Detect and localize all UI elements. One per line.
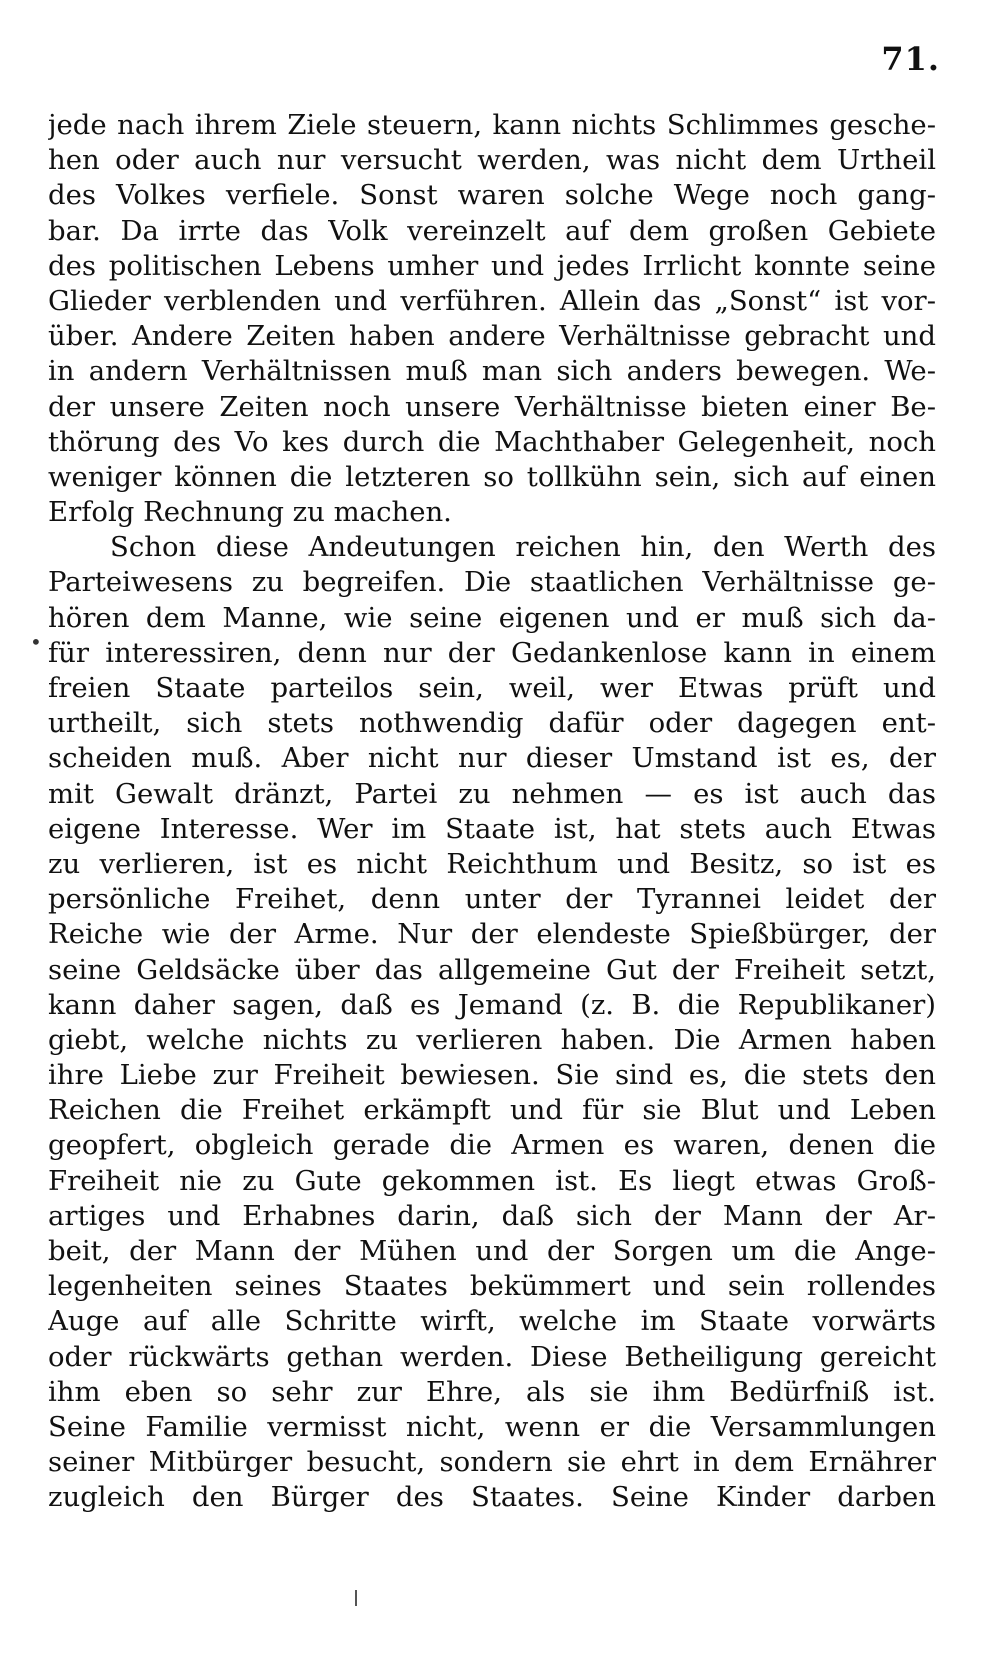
text-line: in andern Verhältnissen muß man sich anders bewegen. We- bbox=[48, 355, 936, 388]
text-line: geopfert, obgleich gerade die Armen es waren, denen die bbox=[48, 1129, 936, 1162]
text-line: Reichen die Freihet erkämpft und für sie Blut und Leben bbox=[48, 1094, 936, 1127]
text-line: kann daher sagen, daß es Jemand (z. B. die Republikaner) bbox=[48, 988, 936, 1021]
text-line: für interessiren, denn nur der Gedankenlose kann in einem bbox=[48, 636, 936, 669]
text-line: mit Gewalt dränzt, Partei zu nehmen — es ist auch das bbox=[48, 777, 936, 810]
text-line: persönliche Freihet, denn unter der Tyrannei leidet der bbox=[48, 883, 936, 916]
text-line: weniger können die letzteren so tollkühn sein, sich auf einen bbox=[48, 460, 936, 493]
text-line: thörung des Vo kes durch die Machthaber Gelegenheit, noch bbox=[48, 425, 936, 458]
text-line: artiges und Erhabnes darin, daß sich der Mann der Ar- bbox=[48, 1199, 936, 1232]
paragraph-start-line: Schon diese Andeutungen reichen hin, den Werth des bbox=[110, 531, 936, 564]
text-line: ihm eben so sehr zur Ehre, als sie ihm Bedürfniß ist. bbox=[48, 1375, 936, 1408]
text-line: hören dem Manne, wie seine eigenen und er muß sich da- bbox=[48, 601, 936, 634]
text-line: freien Staate parteilos sein, weil, wer Etwas prüft und bbox=[48, 672, 936, 704]
paragraph-end-line: Erfolg Rechnung zu machen. bbox=[48, 496, 452, 529]
text-line: Parteiwesens zu begreifen. Die staatlichen Verhältnisse ge- bbox=[48, 566, 936, 599]
text-line: jede nach ihrem Ziele steuern, kann nichts Schlimmes gesche- bbox=[48, 109, 936, 141]
text-line: zu verlieren, ist es nicht Reichthum und Besitz, so ist es bbox=[48, 847, 936, 880]
text-line: über. Andere Zeiten haben andere Verhältnisse gebracht und bbox=[48, 320, 936, 353]
text-line: giebt, welche nichts zu verlieren haben. Die Armen haben bbox=[48, 1023, 936, 1056]
page-number: 71. bbox=[881, 40, 940, 78]
margin-mark: • bbox=[30, 630, 42, 654]
text-line: urtheilt, sich stets nothwendig dafür oder dagegen ent- bbox=[48, 707, 936, 740]
text-line: eigene Interesse. Wer im Staate ist, hat stets auch Etwas bbox=[48, 812, 936, 845]
text-line: beit, der Mann der Mühen und der Sorgen um die Ange- bbox=[48, 1235, 936, 1267]
text-line: ihre Liebe zur Freiheit bewiesen. Sie sind es, die stets den bbox=[48, 1059, 936, 1092]
text-line: Reiche wie der Arme. Nur der elendeste Spießbürger, der bbox=[48, 918, 936, 951]
text-line: des Volkes verfiele. Sonst waren solche Wege noch gang- bbox=[48, 179, 936, 212]
text-line: Freiheit nie zu Gute gekommen ist. Es liegt etwas Groß- bbox=[48, 1164, 936, 1197]
text-line: Auge auf alle Schritte wirft, welche im Staate vorwärts bbox=[48, 1305, 936, 1338]
text-line: oder rückwärts gethan werden. Diese Betheiligung gereicht bbox=[48, 1340, 936, 1373]
text-line: Glieder verblenden und verführen. Allein das „Sonst“ ist vor- bbox=[48, 284, 936, 317]
text-line: scheiden muß. Aber nicht nur dieser Umstand ist es, der bbox=[48, 742, 936, 775]
body-text bbox=[48, 108, 936, 1516]
text-line: bar. Da irrte das Volk vereinzelt auf dem großen Gebiete bbox=[48, 214, 936, 247]
text-line: Seine Familie vermisst nicht, wenn er die Versammlungen bbox=[48, 1410, 936, 1443]
text-line: der unsere Zeiten noch unsere Verhältnisse bieten einer Be- bbox=[48, 390, 936, 423]
text-line: seine Geldsäcke über das allgemeine Gut der Freiheit setzt, bbox=[48, 953, 936, 986]
text-line: zugleich den Bürger des Staates. Seine Kinder darben bbox=[48, 1481, 936, 1514]
text-line: seiner Mitbürger besucht, sondern sie ehrt in dem Ernährer bbox=[48, 1446, 936, 1479]
text-line: hen oder auch nur versucht werden, was nicht dem Urtheil bbox=[48, 144, 936, 177]
bottom-rule-mark bbox=[355, 1590, 357, 1606]
text-line: legenheiten seines Staates bekümmert und sein rollendes bbox=[48, 1270, 936, 1303]
text-line: des politischen Lebens umher und jedes Irrlicht konnte seine bbox=[48, 249, 936, 282]
